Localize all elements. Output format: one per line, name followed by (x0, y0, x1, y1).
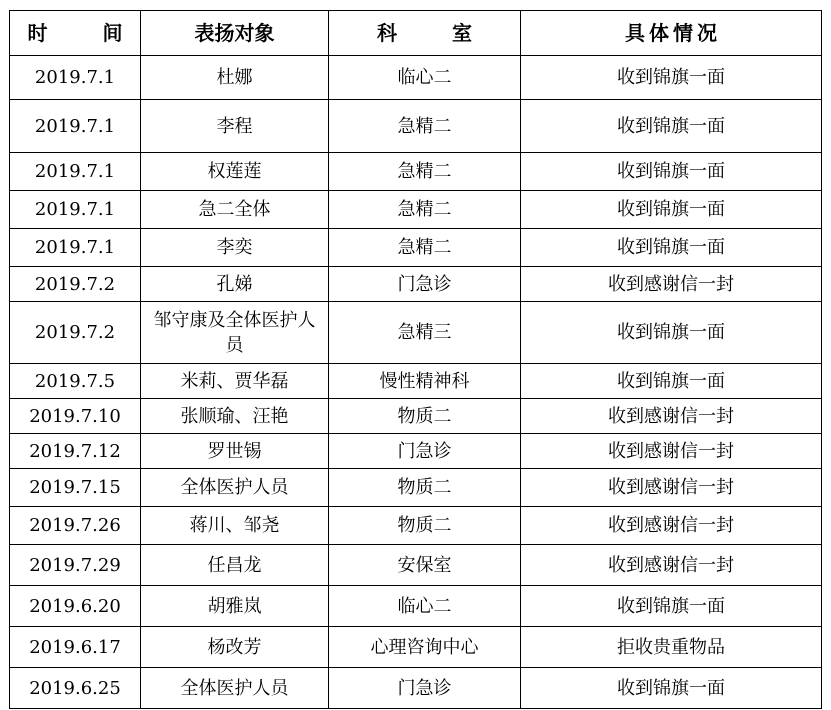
cell-date: 2019.7.26 (10, 507, 141, 545)
cell-dept: 急精二 (329, 100, 521, 153)
table-row (10, 545, 822, 586)
cell-date: 2019.7.1 (10, 191, 141, 229)
header-detail: 具体情况 (521, 11, 822, 56)
commendation-table (9, 10, 822, 709)
cell-detail: 收到感谢信一封 (521, 399, 822, 434)
cell-dept: 急精三 (329, 302, 521, 364)
cell-date: 2019.7.5 (10, 364, 141, 399)
cell-detail: 收到感谢信一封 (521, 507, 822, 545)
cell-detail: 收到感谢信一封 (521, 267, 822, 302)
cell-detail: 收到锦旗一面 (521, 191, 822, 229)
cell-date: 2019.7.29 (10, 545, 141, 586)
cell-dept: 门急诊 (329, 668, 521, 709)
table-row (10, 191, 822, 229)
cell-dept: 物质二 (329, 469, 521, 507)
cell-date: 2019.7.12 (10, 434, 141, 469)
cell-detail: 收到锦旗一面 (521, 229, 822, 267)
cell-dept: 物质二 (329, 507, 521, 545)
cell-target: 任昌龙 (141, 545, 329, 586)
cell-dept: 临心二 (329, 586, 521, 627)
table-row (10, 100, 822, 153)
cell-date: 2019.7.1 (10, 229, 141, 267)
cell-date: 2019.7.2 (10, 302, 141, 364)
cell-target: 罗世锡 (141, 434, 329, 469)
header-target: 表扬对象 (141, 11, 329, 56)
cell-detail: 收到锦旗一面 (521, 302, 822, 364)
cell-date: 2019.6.17 (10, 627, 141, 668)
header-dept: 科 室 (329, 11, 521, 56)
cell-target: 全体医护人员 (141, 469, 329, 507)
cell-target: 杜娜 (141, 56, 329, 100)
cell-date: 2019.7.10 (10, 399, 141, 434)
cell-detail: 收到感谢信一封 (521, 469, 822, 507)
cell-detail: 收到锦旗一面 (521, 364, 822, 399)
table-row (10, 229, 822, 267)
cell-detail: 收到感谢信一封 (521, 545, 822, 586)
table-row (10, 469, 822, 507)
cell-dept: 急精二 (329, 229, 521, 267)
cell-date: 2019.7.1 (10, 153, 141, 191)
cell-dept: 慢性精神科 (329, 364, 521, 399)
table-row (10, 302, 822, 364)
cell-detail: 收到锦旗一面 (521, 100, 822, 153)
cell-target: 孔娣 (141, 267, 329, 302)
cell-date: 2019.7.1 (10, 100, 141, 153)
cell-dept: 门急诊 (329, 267, 521, 302)
cell-target: 邹守康及全体医护人员 (141, 302, 329, 364)
cell-dept: 心理咨询中心 (329, 627, 521, 668)
cell-date: 2019.6.25 (10, 668, 141, 709)
table-row (10, 56, 822, 100)
cell-detail: 收到锦旗一面 (521, 668, 822, 709)
cell-target: 米莉、贾华磊 (141, 364, 329, 399)
table-row (10, 267, 822, 302)
cell-date: 2019.7.1 (10, 56, 141, 100)
cell-detail: 收到感谢信一封 (521, 434, 822, 469)
cell-dept: 物质二 (329, 399, 521, 434)
table-row (10, 586, 822, 627)
cell-target: 张顺瑜、汪艳 (141, 399, 329, 434)
table-row (10, 434, 822, 469)
header-row (10, 11, 822, 56)
cell-date: 2019.7.2 (10, 267, 141, 302)
cell-detail: 拒收贵重物品 (521, 627, 822, 668)
cell-target: 权莲莲 (141, 153, 329, 191)
cell-dept: 门急诊 (329, 434, 521, 469)
table-row (10, 399, 822, 434)
cell-detail: 收到锦旗一面 (521, 586, 822, 627)
table-row (10, 153, 822, 191)
table-row (10, 364, 822, 399)
cell-detail: 收到锦旗一面 (521, 153, 822, 191)
cell-target: 胡雅岚 (141, 586, 329, 627)
cell-target: 全体医护人员 (141, 668, 329, 709)
cell-dept: 临心二 (329, 56, 521, 100)
table-row (10, 507, 822, 545)
table-row (10, 627, 822, 668)
cell-detail: 收到锦旗一面 (521, 56, 822, 100)
cell-dept: 急精二 (329, 153, 521, 191)
cell-dept: 急精二 (329, 191, 521, 229)
cell-date: 2019.6.20 (10, 586, 141, 627)
cell-target: 李奕 (141, 229, 329, 267)
cell-target: 李程 (141, 100, 329, 153)
cell-dept: 安保室 (329, 545, 521, 586)
cell-target: 急二全体 (141, 191, 329, 229)
table-row (10, 668, 822, 709)
cell-date: 2019.7.15 (10, 469, 141, 507)
cell-target: 杨改芳 (141, 627, 329, 668)
header-date: 时 间 (10, 11, 141, 56)
cell-target: 蒋川、邹尧 (141, 507, 329, 545)
